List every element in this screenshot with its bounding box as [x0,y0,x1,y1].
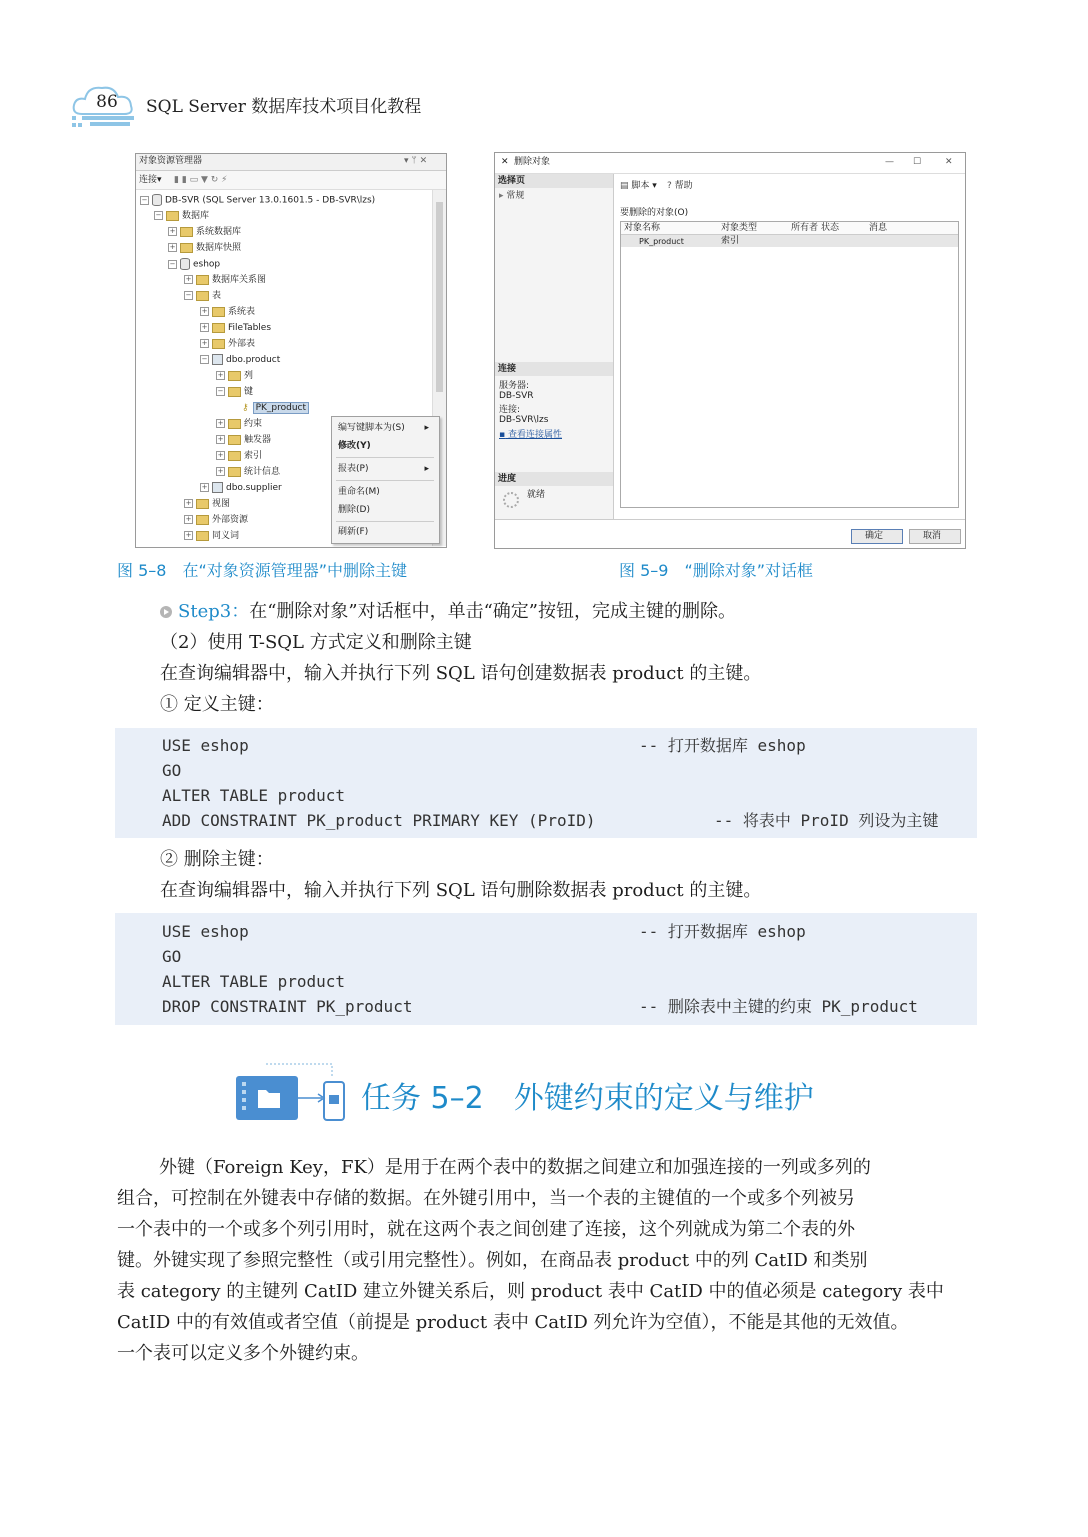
tree-server[interactable]: − DB-SVR (SQL Server 13.0.1601.5 - DB-SVR\lzs) [141,195,376,206]
tree-synonyms[interactable]: + 同义词 [185,531,240,541]
server-value: DB-SVR [499,391,534,401]
panel-title: 对象资源管理器 [139,156,203,166]
scrollbar-thumb[interactable] [436,202,443,392]
row-object-type: 索引 [721,236,740,246]
item-define-pk: ① 定义主键： [160,694,274,715]
menu-reports[interactable]: 报表(P) ▸ [332,460,435,478]
tree-external-resources[interactable]: + 外部资源 [185,515,249,525]
connect-button[interactable]: 连接▾ [139,175,162,185]
tree-eshop[interactable]: − eshop [169,259,221,270]
paragraph-line: 一个表中的一个或多个列引用时，就在这两个表之间创建了连接，这个列就成为第二个表的外 [117,1219,855,1240]
code-comment: -- 删除表中主键的约束 PK_product [639,997,918,1016]
step3-paragraph [160,596,736,627]
subheading-tsql: （2）使用 T-SQL 方式定义和删除主键 [160,632,472,653]
dialog-title: 删除对象 [514,157,551,167]
page-icon: ▸ [499,191,504,201]
code-line: ALTER TABLE product [162,972,346,991]
menu-script-key-as[interactable]: 编写键脚本为(S) ▸ [332,419,435,437]
col-owner[interactable]: 所有者 [791,223,819,233]
tree-indexes[interactable]: + 索引 [217,451,263,461]
foreign-key-paragraph [117,1152,979,1369]
tree-diagrams[interactable]: + 数据库关系图 [185,275,267,285]
code-line: GO [162,947,182,966]
key-icon: ⚷ [242,403,249,413]
code-line: DROP CONSTRAINT PK_product [162,997,413,1016]
dialog-divider [495,519,965,520]
tree-triggers[interactable]: + 触发器 [217,435,272,445]
tree-views[interactable]: + 视图 [185,499,231,509]
paragraph-line: 键。外键实现了参照完整性（或引用完整性）。例如，在商品表 product 中的列 CatID 和类别 [117,1250,868,1271]
tree-dbo-product[interactable]: − dbo.product [201,355,281,365]
tree-statistics[interactable]: + 统计信息 [217,467,281,477]
menu-rename[interactable]: 重命名(M) [338,487,380,497]
tree-columns[interactable]: + 列 [217,371,254,381]
tree-snapshots[interactable]: + 数据库快照 [169,243,242,253]
code-line: ADD CONSTRAINT PK_product PRIMARY KEY (ProID) [162,811,596,830]
select-page-header: 选择页 [495,174,613,188]
help-icon: ? [667,181,672,191]
paragraph-line: 外键（Foreign Key，FK）是用于在两个表中的数据之间建立和加强连接的一列或多列的 [159,1157,871,1178]
connection-header: 连接 [495,362,613,376]
paragraph-create-pk: 在查询编辑器中，输入并执行下列 SQL 语句创建数据表 product 的主键。 [160,663,762,684]
properties-icon: ▪ [499,430,506,440]
code-comment: -- 将表中 ProID 列设为主键 [714,811,939,830]
paragraph-drop-pk: 在查询编辑器中，输入并执行下列 SQL 语句删除数据表 product 的主键。 [160,880,762,901]
code-comment: -- 打开数据库 eshop [639,736,806,755]
script-icon: ▤ [620,181,629,191]
col-object-name[interactable]: 对象名称 [624,223,661,233]
progress-header: 进度 [495,472,613,486]
tree-constraints[interactable]: + 约束 [217,419,263,429]
code-line: USE eshop [162,922,249,941]
maximize-icon[interactable]: ☐ [913,157,922,167]
minimize-icon[interactable]: — [885,157,894,167]
connection-value: DB-SVR\lzs [499,415,549,425]
ok-button[interactable]: 确定 [851,529,903,544]
code-line: USE eshop [162,736,249,755]
tree-system-databases[interactable]: + 系统数据库 [169,227,242,237]
figure-5-8-caption: 图 5–8 在“对象资源管理器”中删除主键 [117,561,408,580]
dialog-icon: ✕ [501,157,509,167]
object-explorer-screenshot [135,153,447,548]
panel-controls[interactable]: ▾ ᛘ ✕ [404,156,428,166]
book-title: SQL Server 数据库技术项目化教程 [146,97,422,117]
tree-keys[interactable]: − 键 [217,387,254,397]
cancel-button[interactable]: 取消 [909,529,961,544]
col-message[interactable]: 消息 [869,223,888,233]
server-label: 服务器: [499,381,530,391]
grid-header [621,222,958,235]
context-menu [331,416,440,544]
left-pane [495,174,614,519]
code-comment: -- 打开数据库 eshop [639,922,806,941]
code-line: GO [162,761,182,780]
menu-refresh[interactable]: 刷新(F) [338,527,369,537]
tree-dbo-supplier[interactable]: + dbo.supplier [201,483,282,493]
delete-object-dialog-screenshot [494,152,966,549]
tree-system-tables[interactable]: + 系统表 [201,307,256,317]
tree-databases[interactable]: − 数据库 [155,211,210,221]
col-status[interactable]: 状态 [821,223,840,233]
panel-titlebar [136,154,446,171]
toolbar-icons: ▮ ▮ ▭ ▼ ↻ ⚡ [174,175,228,185]
menu-delete[interactable]: 删除(D) [338,505,370,515]
paragraph-line: 一个表可以定义多个外键约束。 [117,1343,369,1364]
paragraph-line: CatID 中的有效值或者空值（前提是 product 表中 CatID 列允许为空值），不能是其他的无效值。 [117,1312,909,1333]
connection-label: 连接: [499,405,521,415]
menu-divider [336,457,434,458]
page-number: 86 [96,92,118,112]
paragraph-line: 组合，可控制在外键表中存储的数据。在外键引用中，当一个表的主键值的一个或多个列被另 [117,1188,855,1209]
script-button[interactable]: ▤ 脚本 ▾ [620,181,657,191]
menu-divider [336,480,434,481]
tree-tables[interactable]: − 表 [185,291,222,301]
objects-grid [620,221,959,508]
page-general[interactable]: ▸ 常规 [499,191,525,201]
table-row[interactable] [621,235,958,247]
row-object-name: PK_product [639,237,684,246]
code-block-drop-pk [115,913,977,1025]
col-object-type[interactable]: 对象类型 [721,223,758,233]
dialog-titlebar [495,153,965,174]
task-folder-phone-icon [234,1062,346,1122]
tree-external-tables[interactable]: + 外部表 [201,339,256,349]
panel-toolbar [136,171,446,190]
close-icon[interactable]: ✕ [945,157,953,167]
progress-spinner-icon [503,492,519,508]
step3-label: Step3： [178,601,250,622]
figure-5-9-caption: 图 5–9 “删除对象”对话框 [619,561,814,580]
code-block-define-pk [115,728,977,838]
step3-text: 在“删除对象”对话框中，单击“确定”按钮，完成主键的删除。 [249,601,737,622]
submenu-arrow-icon: ▸ [424,423,429,433]
play-bullet-icon [160,606,172,618]
paragraph-line: 表 category 的主键列 CatID 建立外键关系后，则 product 表中 CatID 中的值必须是 category 表中 [117,1281,944,1302]
section-title: 任务 5–2 外键约束的定义与维护 [361,1081,814,1116]
menu-modify[interactable]: 修改(Y) [338,441,371,451]
tree-filetables[interactable]: + FileTables [201,323,272,333]
menu-divider [336,521,434,522]
submenu-arrow-icon: ▸ [424,464,429,474]
view-connection-properties-link[interactable]: ▪ 查看连接属性 [499,430,562,440]
objects-list-title: 要删除的对象(O) [620,208,689,218]
progress-status: 就绪 [527,490,546,500]
code-line: ALTER TABLE product [162,786,346,805]
help-button[interactable]: ? 帮助 [667,181,693,191]
tree-pk-product[interactable]: ⚷ PK_product [242,402,309,414]
item-drop-pk: ② 删除主键： [160,849,274,870]
